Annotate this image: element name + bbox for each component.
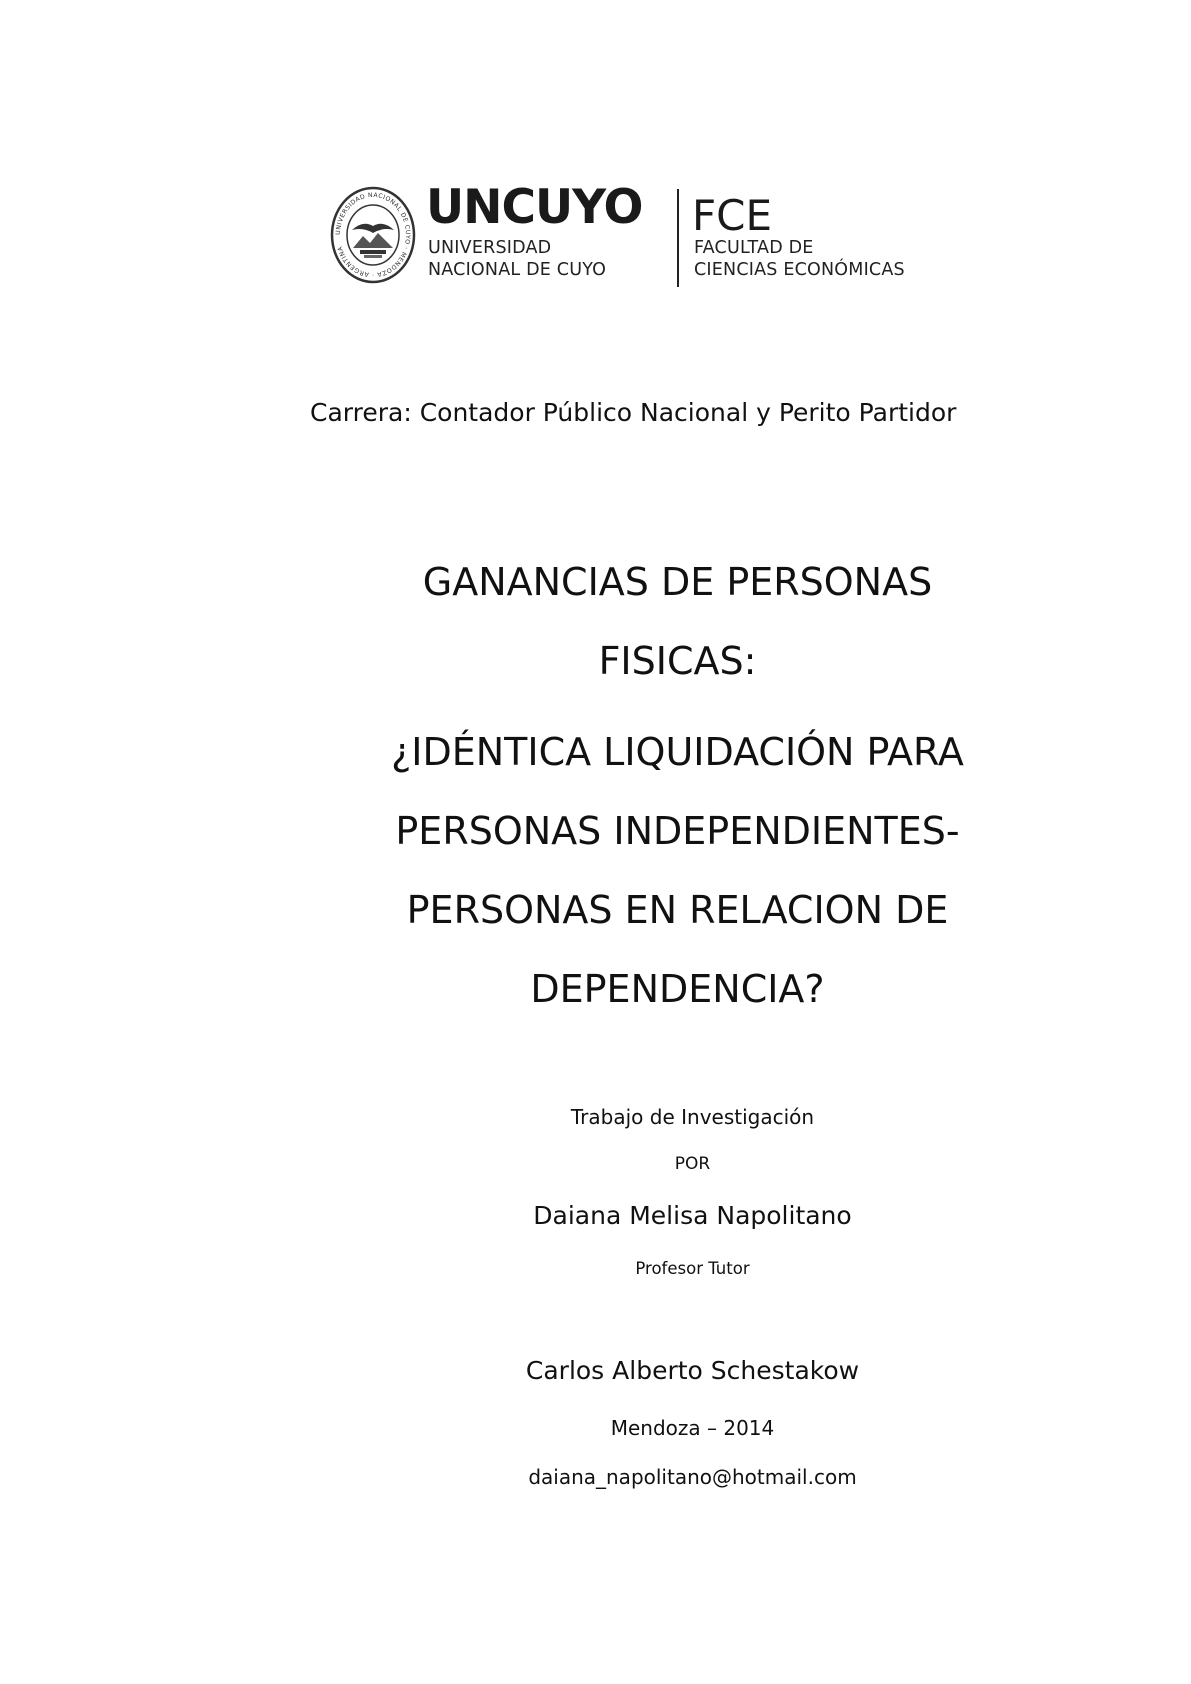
seal-text: UNIVERSIDAD NACIONAL DE CUYO · MENDOZA · ARGENTINA: [334, 191, 412, 279]
question-line-4: DEPENDENCIA?: [530, 967, 825, 1011]
author-name: Daiana Melisa Napolitano: [533, 1201, 852, 1230]
university-subtitle-line2: NACIONAL DE CUYO: [428, 260, 607, 280]
tutor-label: Profesor Tutor: [635, 1259, 750, 1278]
title-line-1: GANANCIAS DE PERSONAS: [422, 560, 933, 604]
tutor-name: Carlos Alberto Schestakow: [525, 1356, 860, 1385]
faculty-subtitle-line2: CIENCIAS ECONÓMICAS: [694, 260, 905, 280]
faculty-logo-subtitle: [694, 237, 905, 281]
by-label: POR: [674, 1154, 711, 1174]
document-title: [320, 543, 1035, 701]
university-subtitle-line1: UNIVERSIDAD: [428, 238, 552, 258]
title-line-2: FISICAS:: [598, 639, 757, 683]
document-question: [320, 713, 1035, 1029]
place-date: Mendoza – 2014: [610, 1416, 775, 1440]
logo-divider: [677, 189, 679, 287]
university-logo-name: UNCUYO: [426, 180, 643, 235]
question-line-2: PERSONAS INDEPENDIENTES-: [395, 809, 960, 853]
university-seal-icon: [330, 186, 416, 284]
faculty-subtitle-line1: FACULTAD DE: [694, 238, 814, 258]
career-line: Carrera: Contador Público Nacional y Perito Partidor: [310, 398, 957, 427]
author-email: daiana_napolitano@hotmail.com: [528, 1465, 857, 1489]
question-line-3: PERSONAS EN RELACION DE: [406, 888, 949, 932]
university-logo-subtitle: [428, 237, 606, 281]
work-type: Trabajo de Investigación: [570, 1105, 815, 1129]
faculty-logo-name: FCE: [692, 191, 773, 240]
question-line-1: ¿IDÉNTICA LIQUIDACIÓN PARA: [391, 730, 964, 774]
